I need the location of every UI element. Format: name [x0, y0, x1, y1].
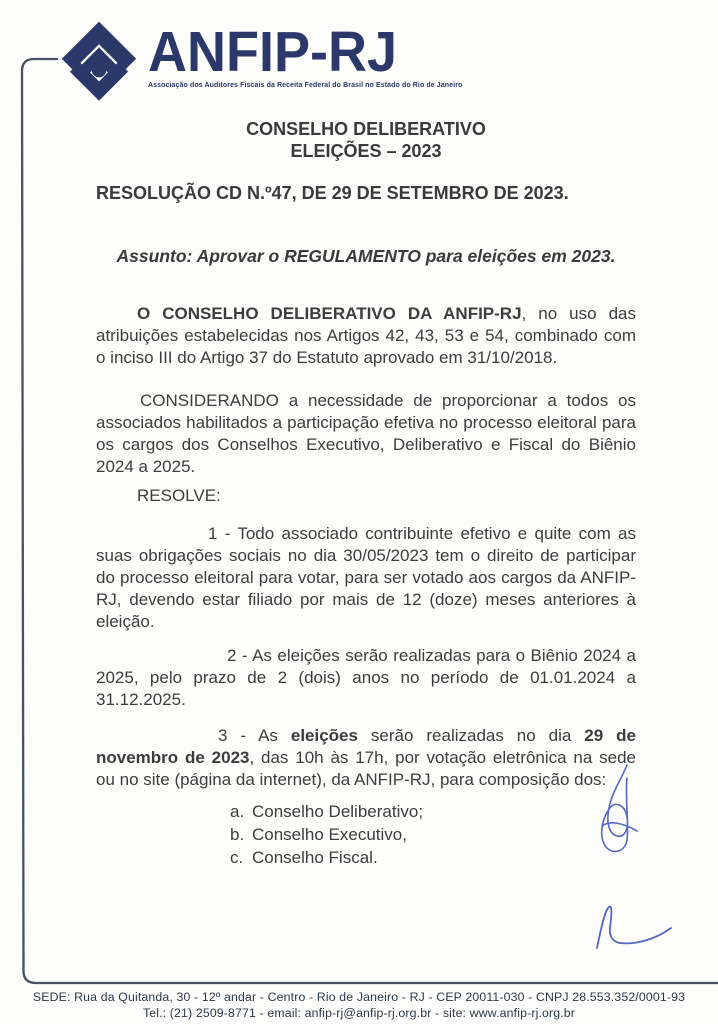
org-name: ANFIP-RJ [148, 20, 398, 84]
council-list [96, 800, 636, 869]
list-item-label: a. [230, 802, 245, 821]
footer-address: SEDE: Rua da Quitanda, 30 - 12º andar - Centro - Rio de Janeiro - RJ - CEP 20011-030 - CNPJ 28.553.352/0001-93 [32, 990, 686, 1004]
signature-scribble-icon [596, 762, 640, 860]
opening-rest: , no uso das atribuições estabelecidas nos Artigos 42, 43, 53 e 54, combinado com o inciso III do Artigo 37 do Estatuto aprovado em 31/10/2018. [96, 304, 636, 367]
resolution-item-3 [96, 725, 636, 791]
logo-text-block [148, 20, 462, 89]
list-item [230, 800, 636, 823]
list-item-text: Conselho Deliberativo; [252, 802, 424, 821]
signature-check-icon [594, 903, 674, 951]
item3-bold-eleicoes: eleições [290, 726, 358, 745]
resolution-heading: RESOLUÇÃO CD N.º47, DE 29 DE SETEMBRO DE 2023. [96, 183, 569, 203]
item3-seg1: 3 - As [218, 726, 291, 745]
list-item [230, 823, 636, 846]
anfip-diamond-logo-icon [58, 20, 140, 104]
opening-paragraph [96, 303, 636, 369]
org-tagline: Associação dos Auditores Fiscais da Receita Federal do Brasil no Estado do Rio de Janeiro [148, 82, 463, 89]
opening-bold: O CONSELHO DELIBERATIVO DA ANFIP-RJ [137, 304, 522, 323]
list-item-text: Conselho Executivo, [252, 825, 407, 844]
letterhead [58, 20, 462, 104]
item3-bold-date: 29 de novembro de 2023 [96, 726, 636, 767]
document-title [96, 118, 636, 162]
list-item [230, 846, 636, 869]
page-footer [0, 989, 718, 1021]
item3-seg5: , das 10h às 17h, por votação eletrônica na sede ou no site (página da internet), da ANFIP-RJ, para composição dos: [96, 748, 636, 789]
title-line-1: CONSELHO DELIBERATIVO [246, 119, 486, 139]
resolution-item-2: 2 - As eleições serão realizadas para o Biênio 2024 a 2025, pelo prazo de 2 (dois) anos no período de 01.01.2024 a 31.12.2025. [96, 646, 636, 709]
title-line-2: ELEIÇÕES – 2023 [290, 141, 442, 161]
resolution-item-1: 1 - Todo associado contribuinte efetivo e quite com as suas obrigações sociais no dia 30/05/2023 tem o direito de participar do processo eleitoral para votar, para ser votado aos cargos da ANFIP-RJ, devendo estar filiado por mais de 12 (doze) meses anteriores à eleição. [96, 524, 636, 631]
footer-contact: Tel.: (21) 2509-8771 - email: anfip-rj@anfip-rj.org.br - site: www.anfip-rj.org.br [142, 1006, 576, 1020]
subject-line: Assunto: Aprovar o REGULAMENTO para eleições em 2023. [116, 246, 616, 266]
considering-paragraph: CONSIDERANDO a necessidade de proporcionar a todos os associados habilitados a participação efetiva no processo eleitoral para os cargos dos Conselhos Executivo, Deliberativo e Fiscal do Biênio 2024 a 2025. [96, 391, 636, 476]
list-item-text: Conselho Fiscal. [252, 848, 378, 867]
document-content [96, 112, 636, 869]
list-item-label: b. [230, 825, 245, 844]
resolve-label: RESOLVE: [137, 486, 221, 505]
list-item-label: c. [230, 848, 244, 867]
item3-seg3: serão realizadas no dia [357, 726, 585, 745]
